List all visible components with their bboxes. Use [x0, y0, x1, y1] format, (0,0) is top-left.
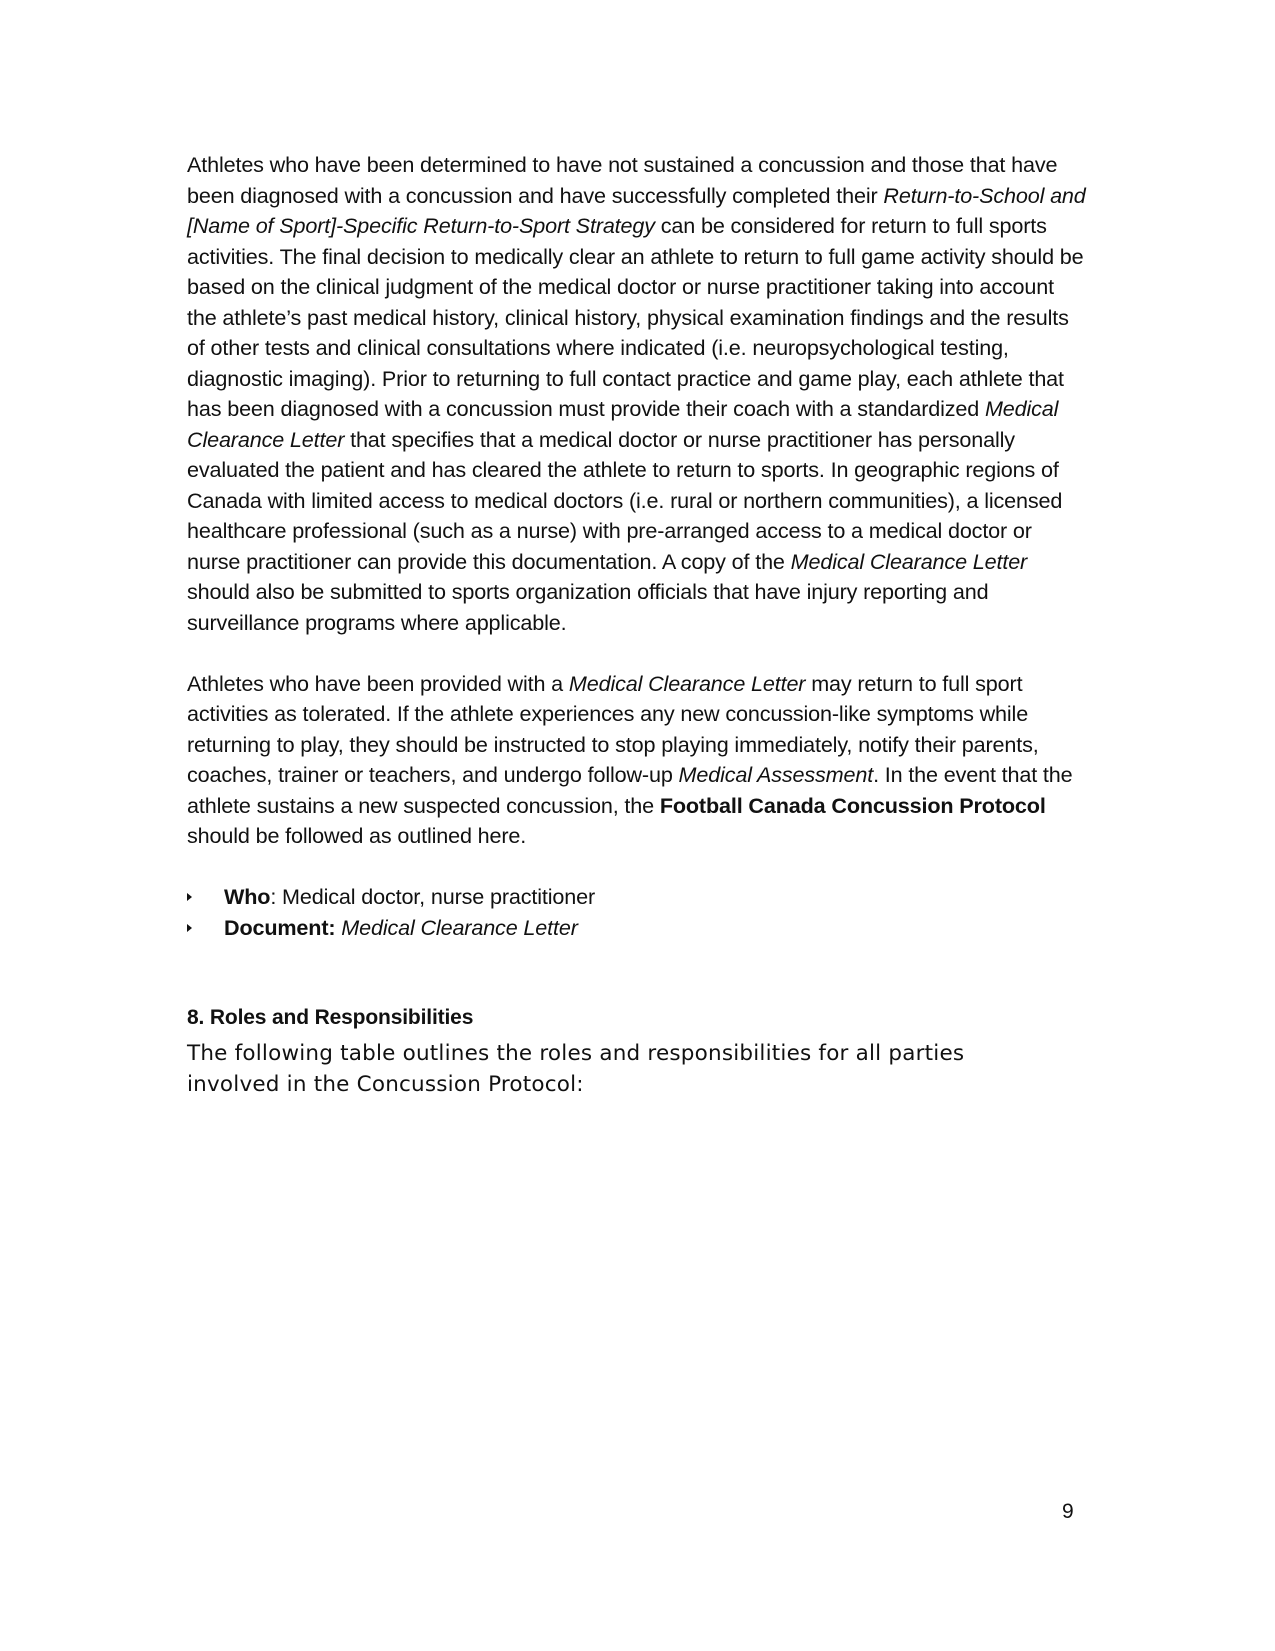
medical-clearance-letter-term: Medical Clearance Letter	[187, 396, 1059, 452]
medical-clearance-paragraph	[187, 150, 1087, 638]
bullet-label: Document:	[224, 914, 336, 940]
protocol-name: Football Canada Concussion Protocol	[659, 792, 1046, 818]
bullet-arrow-icon	[187, 893, 192, 901]
paragraph-text: may return to full sport activities as tolerated. If the athlete experiences any new concussion-like symptoms while returning to play, they should be instructed to stop playing immediately, notify their parents, coaches, trainer or teachers, and undergo follow-up	[187, 670, 1039, 787]
return-to-sport-strategy-title: Return-to-School and [Name of Sport]-Specific Return-to-Sport Strategy	[187, 182, 1086, 238]
bullet-separator: :	[270, 884, 283, 909]
paragraph-text: . In the event that the athlete sustains a new suspected concussion, the	[187, 762, 1073, 818]
page-number: 9	[1062, 1500, 1074, 1523]
paragraph-text: Athletes who have been provided with a	[187, 670, 569, 696]
return-to-activity-paragraph	[187, 669, 1087, 852]
section-heading: 8. Roles and Responsibilities	[187, 1006, 474, 1029]
medical-clearance-letter-term: Medical Clearance Letter	[790, 548, 1028, 574]
paragraph-text: should also be submitted to sports organization officials that have injury reporting and surveillance programs where applicable.	[187, 579, 989, 635]
bullet-arrow-icon	[187, 924, 192, 932]
page-body	[187, 150, 1087, 1100]
list-item-who	[187, 882, 1087, 913]
bullet-value: Medical Clearance Letter	[341, 914, 578, 940]
paragraph-text: can be considered for return to full sports activities. The final decision to medically clear an athlete to return to full game activity should be based on the clinical judgment of the medical doctor or nurse practitioner taking into account the athlete’s past medical history, clinical history, physical examination findings and the results of other tests and clinical consultations where indicated (i.e. neuropsychological testing, diagnostic imaging). Prior to returning to full contact practice and game play, each athlete that has been diagnosed with a concussion must provide their coach with a standardized	[187, 213, 1084, 421]
bullet-list	[187, 882, 1087, 943]
medical-assessment-term: Medical Assessment	[678, 762, 874, 787]
paragraph-text: Athletes who have been determined to have not sustained a concussion and those that have been diagnosed with a concussion and have successfully completed their	[187, 152, 1058, 208]
bullet-value: Medical doctor, nurse practitioner	[282, 884, 595, 909]
paragraph-text: that specifies that a medical doctor or nurse practitioner has personally evaluated the patient and has cleared the athlete to return to sports. In geographic regions of Canada with limited access to medical doctors (i.e. rural or northern communities), a licensed healthcare professional (such as a nurse) with pre-arranged access to a medical doctor or nurse practitioner can provide this documentation. A copy of the	[187, 426, 1063, 574]
medical-clearance-letter-term: Medical Clearance Letter	[568, 670, 806, 696]
section-intro-text: The following table outlines the roles and responsibilities for all parties involved in the Concussion Protocol:	[187, 1040, 965, 1097]
paragraph-text: should be followed as outlined here.	[187, 823, 527, 848]
bullet-label: Who	[224, 884, 271, 909]
list-item-document	[187, 913, 1087, 944]
